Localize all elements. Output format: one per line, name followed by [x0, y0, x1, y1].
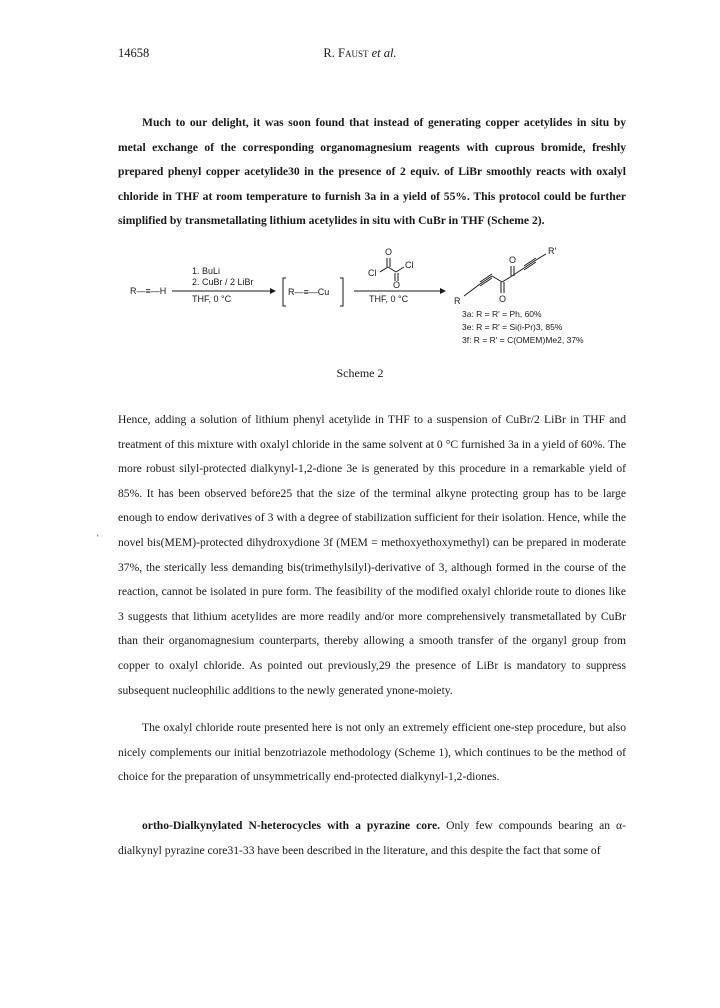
product-r: R — [454, 296, 461, 306]
result-3e: 3e: R = R' = Si(i-Pr)3, 85% — [462, 322, 563, 332]
result-3f: 3f: R = R' = C(OMEM)Me2, 37% — [462, 335, 584, 345]
arrowhead-2 — [440, 288, 446, 294]
bracket-left — [283, 278, 286, 306]
reagent-o-1: O — [385, 247, 393, 257]
step1-cond-3: THF, 0 °C — [192, 294, 232, 304]
author-suffix: et al. — [371, 46, 397, 60]
arrowhead-1 — [270, 288, 276, 294]
product-o-bottom: O — [499, 294, 507, 304]
bracket-right — [340, 278, 343, 306]
step2-conditions: THF, 0 °C — [369, 294, 409, 304]
paragraph-3 — [118, 716, 626, 790]
scheme-caption: Scheme 2 — [336, 366, 384, 380]
step1-cond-2: 2. CuBr / 2 LiBr — [192, 277, 254, 287]
scheme-2-drawing — [118, 236, 626, 366]
paragraph-4-body: Only few compounds bearing an α-dialkynyl pyrazine core31-33 have been described in the literature, and this despite the fact that some of — [118, 819, 626, 857]
paragraph-4-text — [118, 814, 626, 863]
paragraph-4 — [118, 814, 626, 863]
reagent-cl-1: Cl — [368, 268, 377, 278]
author-name: R. Faust — [323, 46, 369, 60]
product-o-top: O — [509, 255, 517, 265]
scheme-2 — [118, 236, 626, 376]
paragraph-3-text: The oxalyl chloride route presented here is not only an extremely efficient one-step procedure, but also nicely complements our initial benzotriazole methodology (Scheme 1), which continues to be the method of choice for the preparation of unsymmetrically end-protected dialkynyl-1,2-diones. — [118, 721, 626, 784]
paragraph-1 — [118, 111, 626, 234]
section-heading: ortho-Dialkynylated N-heterocycles with a pyrazine core. — [142, 819, 441, 832]
result-3a: 3a: R = R' = Ph, 60% — [462, 309, 542, 319]
intermediate-formula: R—≡—Cu — [288, 287, 330, 297]
step1-cond-1: 1. BuLi — [192, 266, 221, 276]
running-head-author — [0, 46, 720, 61]
paragraph-2 — [118, 408, 626, 703]
margin-mark: ' — [97, 533, 99, 543]
reagent-cl-2: Cl — [405, 260, 414, 270]
paragraph-1-text: Much to our delight, it was soon found that instead of generating copper acetylides in situ by metal exchange of the corresponding organomagnesium reagents with cuprous bromide, freshly prepared phenyl copper acetylide30 in the presence of 2 equiv. of LiBr smoothly reacts with oxalyl chloride in THF at room temperature to furnish 3a in a yield of 55%. This protocol could be further simplified by transmetallating lithium acetylides in situ with CuBr in THF (Scheme 2). — [118, 116, 626, 228]
reactant-formula: R—≡—H — [130, 286, 167, 296]
paragraph-2-text: Hence, adding a solution of lithium phenyl acetylide in THF to a suspension of CuBr/2 LiBr in THF and treatment of this mixture with oxalyl chloride in the same solvent at 0 °C furnished 3a in a yield of 60%. The more robust silyl-protected dialkynyl-1,2-dione 3e is generated by this procedure in a remarkable yield of 85%. It has been observed before25 that the size of the terminal alkyne protecting group has to be large enough to endow derivatives of 3 with a degree of stabilization sufficient for their isolation. Hence, while the novel bis(MEM)-protected dihydroxydione 3f (MEM = methoxyethoxymethyl) can be prepared in moderate 37%, the sterically less demanding bis(trimethylsilyl)-derivative of 3, although formed in the course of the reaction, cannot be isolated in pure form. The feasibility of the modified oxalyl chloride route to diones like 3 suggests that lithium acetylides are more readily and/or more comprehensively transmetallated by CuBr than their organomagnesium counterparts, thereby allowing a smooth transfer of the organyl group from copper to oxalyl chloride. As pointed out previously,29 the presence of LiBr is mandatory to suppress subsequent nucleophilic additions to the newly generated ynone-moiety. — [118, 413, 626, 697]
product-r-prime: R' — [548, 246, 557, 256]
product-structure — [454, 246, 556, 306]
page-number: 14658 — [118, 46, 150, 60]
reagent-o-2: O — [393, 280, 401, 290]
oxalyl-chloride-structure — [368, 247, 414, 290]
